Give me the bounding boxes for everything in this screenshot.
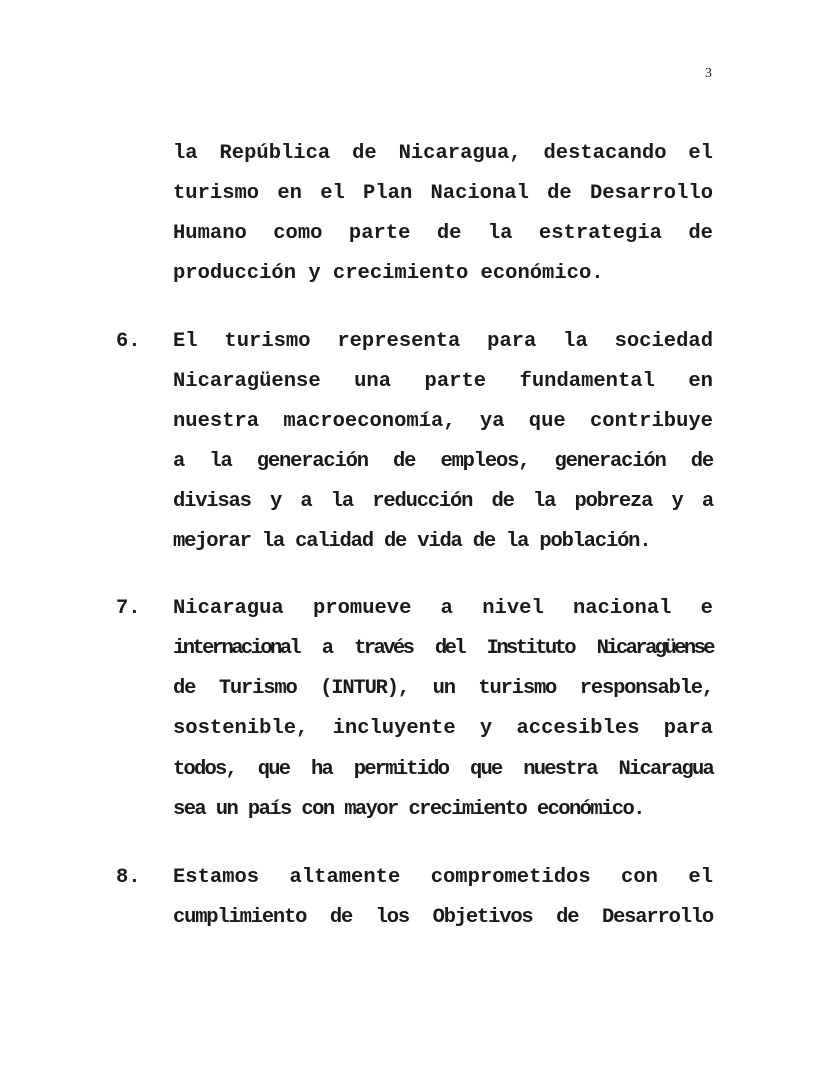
page-number: 3 [705,66,712,81]
text-line: internacional a través del Instituto Nicaragüense [173,637,713,660]
text-line: Estamos altamente comprometidos con el [173,866,713,889]
paragraph-number: 8. [116,866,141,889]
text-line: de Turismo (INTUR), un turismo responsable, [173,677,713,700]
text-line: Nicaragüense una parte fundamental en [173,370,713,393]
text-line: Humano como parte de la estrategia de [173,222,713,245]
text-line: a la generación de empleos, generación de [173,450,713,473]
text-line: sostenible, incluyente y accesibles para [173,717,713,740]
text-line: nuestra macroeconomía, ya que contribuye [173,410,713,433]
text-line: El turismo representa para la sociedad [173,330,713,353]
paragraph-number: 6. [116,330,141,353]
text-line: cumplimiento de los Objetivos de Desarrollo [173,906,713,929]
text-line: divisas y a la reducción de la pobreza y a [173,490,713,513]
text-line: producción y crecimiento económico. [173,262,604,285]
text-line: turismo en el Plan Nacional de Desarrollo [173,182,713,205]
text-line: sea un país con mayor crecimiento económico. [173,798,644,821]
paragraph-number: 7. [116,597,141,620]
text-line: mejorar la calidad de vida de la población. [173,530,651,553]
text-line: todos, que ha permitido que nuestra Nicaragua [173,758,713,781]
text-line: la República de Nicaragua, destacando el [173,142,713,165]
text-line: Nicaragua promueve a nivel nacional e [173,597,713,620]
